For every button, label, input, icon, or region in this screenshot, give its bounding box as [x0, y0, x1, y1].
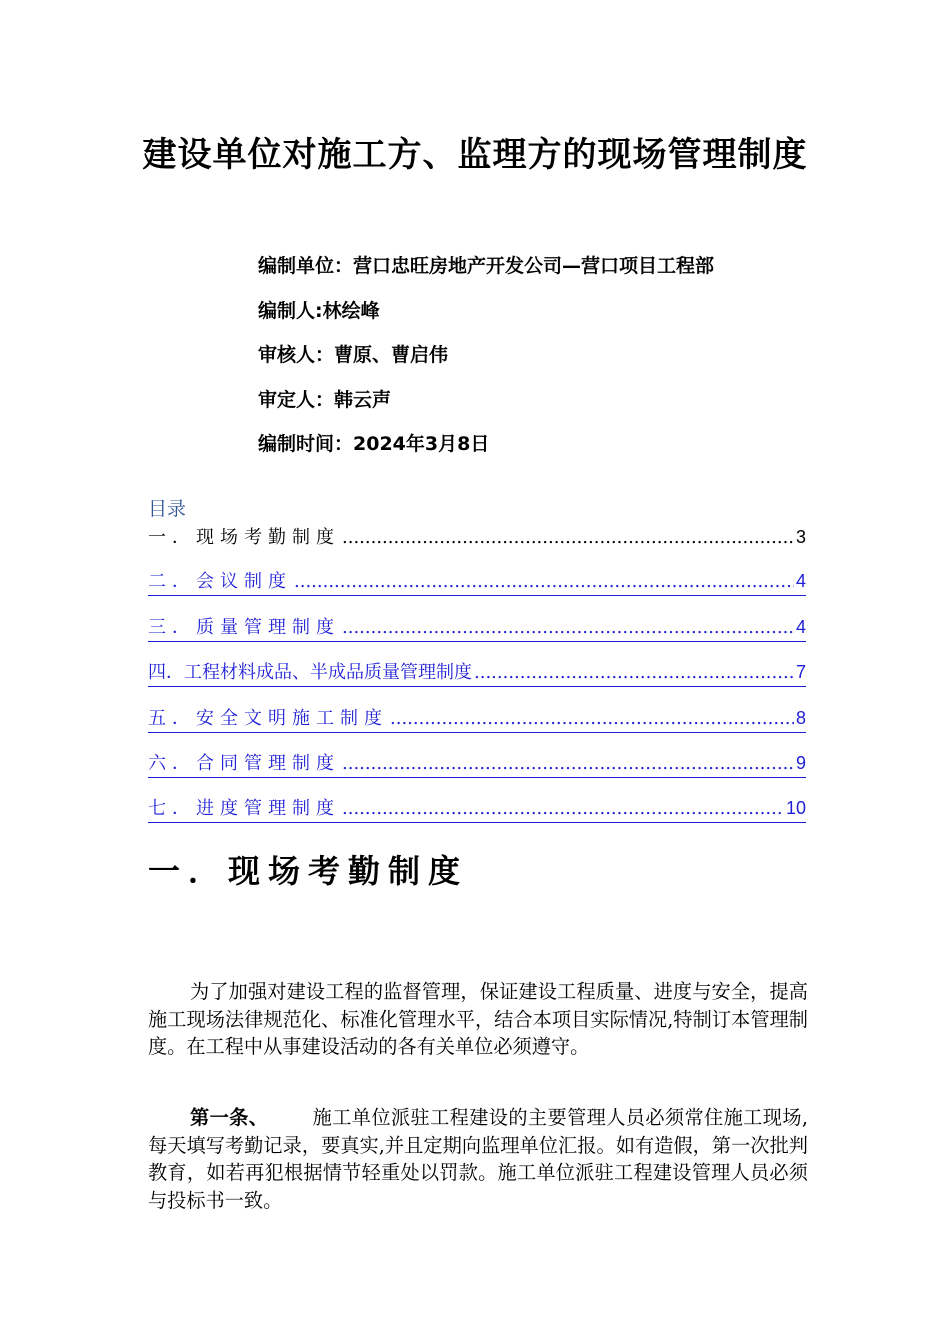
toc-leader [342, 794, 784, 824]
toc-entry-label: 五．安全文明施工制度 [148, 707, 388, 729]
toc-leader [390, 704, 794, 734]
toc-entry-label: 七．进度管理制度 [148, 798, 340, 820]
toc-leader [342, 613, 794, 643]
meta-approver: 审定人：韩云声 [258, 388, 392, 411]
toc-entry-label: 三．质量管理制度 [148, 616, 340, 638]
toc-entry-page: 8 [795, 707, 806, 728]
toc-entry-3[interactable] [148, 612, 806, 642]
toc-heading: 目录 [148, 498, 187, 520]
intro-paragraph: 为了加强对建设工程的监督管理，保证建设工程质量、进度与安全，提高施工现场法律规范化、标准化管理水平，结合本项目实际情况,特制订本管理制度。在工程中从事建设活动的各有关单位必须遵守。 [148, 980, 808, 1058]
toc-entry-page: 4 [795, 616, 806, 637]
toc-entry-label: 四．工程材料成品、半成品质量管理制度 [148, 662, 472, 684]
table-of-contents [148, 522, 806, 839]
toc-entry-label: 一．现场考勤制度 [148, 527, 340, 548]
toc-entry-label: 二．会议制度 [148, 571, 292, 593]
toc-entry-page: 4 [795, 571, 806, 592]
toc-entry-2[interactable] [148, 566, 806, 596]
meta-org: 编制单位：营口忠旺房地产开发公司—营口项目工程部 [258, 255, 715, 277]
article-label: 第一条、 [190, 1106, 269, 1129]
meta-date: 编制时间：2024年3月8日 [258, 433, 490, 455]
toc-entry-page: 3 [795, 527, 806, 547]
toc-leader [474, 658, 794, 688]
toc-entry-1[interactable] [148, 522, 806, 566]
toc-entry-7[interactable] [148, 793, 806, 823]
toc-entry-page: 9 [795, 752, 806, 773]
toc-entry-page: 10 [785, 798, 806, 819]
toc-leader [342, 749, 794, 779]
meta-reviewer: 审核人：曹原、曹启伟 [258, 344, 449, 366]
section-heading: 一．现场考勤制度 [148, 852, 469, 890]
toc-entry-6[interactable] [148, 748, 806, 778]
toc-entry-4[interactable] [148, 657, 806, 687]
article-text: 施工单位派驻工程建设的主要管理人员必须常住施工现场,每天填写考勤记录，要真实,并且定期向监理单位汇报。如有造假，第一次批判教育，如若再犯根据情节轻重处以罚款。施工单位派驻工程建设管理人员必须与投标书一致。 [148, 1106, 808, 1212]
document-meta [258, 248, 714, 471]
meta-author: 编制人:林绘峰 [258, 299, 380, 322]
article-paragraph [148, 1104, 808, 1214]
toc-entry-5[interactable] [148, 703, 806, 733]
toc-entry-page: 7 [795, 662, 806, 683]
toc-entry-label: 六．合同管理制度 [148, 752, 340, 774]
document-title: 建设单位对施工方、监理方的现场管理制度 [142, 135, 808, 175]
toc-leader [294, 567, 794, 597]
toc-leader [342, 523, 794, 553]
